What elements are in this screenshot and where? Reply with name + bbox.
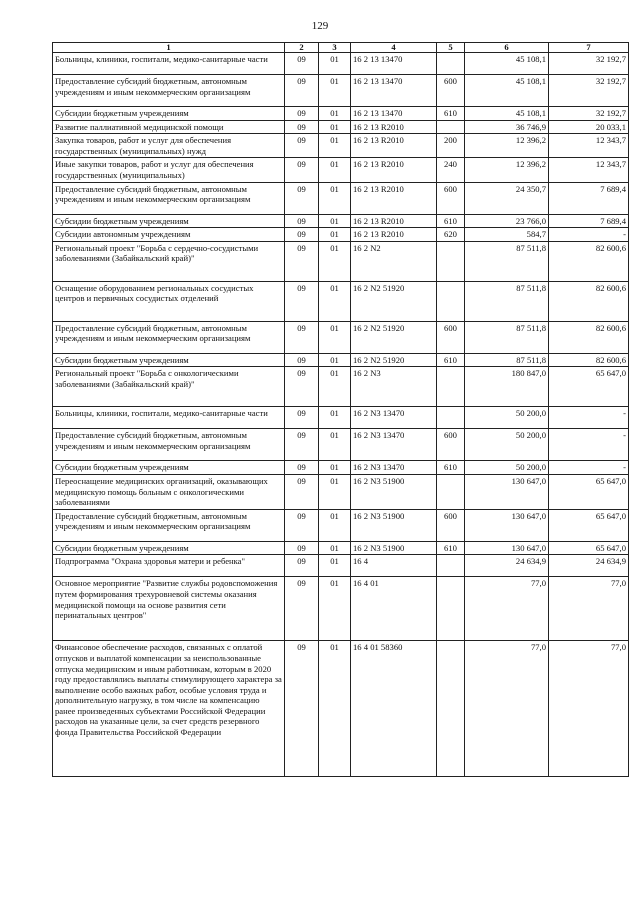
expense-type-cell: 600 [437, 182, 465, 214]
subsection-code-cell: 01 [319, 474, 351, 509]
table-row [53, 134, 629, 158]
table-row [53, 353, 629, 367]
amount-col7-cell: 65 647,0 [549, 509, 629, 541]
subsection-code-cell: 01 [319, 509, 351, 541]
expense-type-cell [437, 577, 465, 641]
target-article-cell: 16 2 N3 51900 [351, 541, 437, 555]
section-code-cell: 09 [285, 353, 319, 367]
amount-col6-cell: 77,0 [465, 641, 549, 777]
amount-col7-cell: 65 647,0 [549, 541, 629, 555]
row-name-cell: Больницы, клиники, госпитали, медико-санитарные части [53, 53, 285, 75]
row-name-cell: Основное мероприятие "Развитие службы родовспоможения путем формирования трехуровневой системы оказания медицинской помощи на основе развития сети перинатальных центров" [53, 577, 285, 641]
section-code-cell: 09 [285, 461, 319, 475]
target-article-cell: 16 2 N3 13470 [351, 407, 437, 429]
expense-type-cell [437, 367, 465, 407]
table-row [53, 158, 629, 182]
amount-col7-cell: 82 600,6 [549, 353, 629, 367]
subsection-code-cell: 01 [319, 577, 351, 641]
target-article-cell: 16 2 13 R2010 [351, 134, 437, 158]
amount-col7-cell: 7 689,4 [549, 214, 629, 228]
subsection-code-cell: 01 [319, 158, 351, 182]
amount-col6-cell: 23 766,0 [465, 214, 549, 228]
expense-type-cell: 610 [437, 107, 465, 121]
amount-col6-cell: 77,0 [465, 577, 549, 641]
section-code-cell: 09 [285, 241, 319, 281]
expense-type-cell [437, 53, 465, 75]
subsection-code-cell: 01 [319, 353, 351, 367]
target-article-cell: 16 2 N3 51900 [351, 474, 437, 509]
row-name-cell: Субсидии бюджетным учреждениям [53, 107, 285, 121]
section-code-cell: 09 [285, 321, 319, 353]
subsection-code-cell: 01 [319, 228, 351, 242]
table-row [53, 641, 629, 777]
amount-col7-cell: 20 033,1 [549, 120, 629, 134]
table-row [53, 75, 629, 107]
subsection-code-cell: 01 [319, 241, 351, 281]
page-number: 129 [311, 20, 329, 32]
expense-type-cell [437, 407, 465, 429]
amount-col7-cell: - [549, 228, 629, 242]
section-code-cell: 09 [285, 107, 319, 121]
target-article-cell: 16 2 N2 51920 [351, 281, 437, 321]
amount-col7-cell: - [549, 407, 629, 429]
expense-type-cell [437, 555, 465, 577]
amount-col7-cell: 82 600,6 [549, 321, 629, 353]
amount-col7-cell: - [549, 429, 629, 461]
row-name-cell: Предоставление субсидий бюджетным, автономным учреждениям и иным некоммерческим организациям [53, 429, 285, 461]
target-article-cell: 16 4 01 58360 [351, 641, 437, 777]
column-header: 3 [319, 43, 351, 53]
expense-type-cell [437, 474, 465, 509]
expense-type-cell: 600 [437, 75, 465, 107]
target-article-cell: 16 2 N3 13470 [351, 461, 437, 475]
table-row [53, 541, 629, 555]
expense-type-cell: 240 [437, 158, 465, 182]
subsection-code-cell: 01 [319, 321, 351, 353]
column-header: 7 [549, 43, 629, 53]
subsection-code-cell: 01 [319, 53, 351, 75]
section-code-cell: 09 [285, 120, 319, 134]
amount-col7-cell: 32 192,7 [549, 75, 629, 107]
expense-type-cell: 610 [437, 214, 465, 228]
row-name-cell: Больницы, клиники, госпитали, медико-санитарные части [53, 407, 285, 429]
row-name-cell: Субсидии бюджетным учреждениям [53, 353, 285, 367]
amount-col6-cell: 130 647,0 [465, 509, 549, 541]
table-row [53, 555, 629, 577]
amount-col6-cell: 12 396,2 [465, 134, 549, 158]
table-body [53, 53, 629, 777]
section-code-cell: 09 [285, 555, 319, 577]
row-name-cell: Предоставление субсидий бюджетным, автономным учреждениям и иным некоммерческим организациям [53, 182, 285, 214]
section-code-cell: 09 [285, 509, 319, 541]
target-article-cell: 16 2 13 R2010 [351, 228, 437, 242]
table-row [53, 577, 629, 641]
column-header: 4 [351, 43, 437, 53]
row-name-cell: Оснащение оборудованием региональных сосудистых центров и первичных сосудистых отделений [53, 281, 285, 321]
table-row [53, 214, 629, 228]
table-row [53, 407, 629, 429]
section-code-cell: 09 [285, 577, 319, 641]
target-article-cell: 16 2 13 R2010 [351, 182, 437, 214]
table-row [53, 429, 629, 461]
target-article-cell: 16 2 13 13470 [351, 53, 437, 75]
expense-type-cell: 610 [437, 353, 465, 367]
amount-col6-cell: 130 647,0 [465, 541, 549, 555]
subsection-code-cell: 01 [319, 281, 351, 321]
expense-type-cell [437, 641, 465, 777]
amount-col7-cell: 32 192,7 [549, 53, 629, 75]
amount-col6-cell: 50 200,0 [465, 429, 549, 461]
expense-type-cell [437, 241, 465, 281]
subsection-code-cell: 01 [319, 367, 351, 407]
amount-col6-cell: 130 647,0 [465, 474, 549, 509]
row-name-cell: Закупка товаров, работ и услуг для обеспечения государственных (муниципальных) нужд [53, 134, 285, 158]
amount-col7-cell: 65 647,0 [549, 474, 629, 509]
subsection-code-cell: 01 [319, 75, 351, 107]
section-code-cell: 09 [285, 182, 319, 214]
amount-col6-cell: 36 746,9 [465, 120, 549, 134]
amount-col6-cell: 87 511,8 [465, 321, 549, 353]
subsection-code-cell: 01 [319, 461, 351, 475]
row-name-cell: Субсидии автономным учреждениям [53, 228, 285, 242]
target-article-cell: 16 2 N3 [351, 367, 437, 407]
expense-type-cell: 620 [437, 228, 465, 242]
row-name-cell: Финансовое обеспечение расходов, связанных с оплатой отпусков и выплатой компенсации за неиспользованные отпуска медицинским и иным работникам, которым в 2020 году предоставлялись выплаты стимулирующего характера за выполнение особо важных работ, особые условия труда и дополнительную нагрузку, в том числе на компенсацию ранее произведенных субъектами Российской Федерации расходов на указанные цели, за счет средств резервного фонда Правительства Российской Федерации [53, 641, 285, 777]
table-row [53, 474, 629, 509]
table-row [53, 461, 629, 475]
section-code-cell: 09 [285, 75, 319, 107]
column-header: 5 [437, 43, 465, 53]
expense-type-cell: 600 [437, 429, 465, 461]
amount-col7-cell: 12 343,7 [549, 158, 629, 182]
row-name-cell: Подпрограмма "Охрана здоровья матери и ребенка" [53, 555, 285, 577]
target-article-cell: 16 2 13 R2010 [351, 214, 437, 228]
amount-col7-cell: 32 192,7 [549, 107, 629, 121]
target-article-cell: 16 2 N2 51920 [351, 321, 437, 353]
target-article-cell: 16 2 13 R2010 [351, 158, 437, 182]
budget-table [52, 42, 629, 777]
subsection-code-cell: 01 [319, 555, 351, 577]
amount-col7-cell: 82 600,6 [549, 241, 629, 281]
table-row [53, 107, 629, 121]
amount-col7-cell: 77,0 [549, 641, 629, 777]
column-header: 6 [465, 43, 549, 53]
amount-col6-cell: 180 847,0 [465, 367, 549, 407]
amount-col7-cell: 12 343,7 [549, 134, 629, 158]
column-header: 1 [53, 43, 285, 53]
table-row [53, 509, 629, 541]
subsection-code-cell: 01 [319, 214, 351, 228]
amount-col7-cell: 77,0 [549, 577, 629, 641]
table-row [53, 120, 629, 134]
target-article-cell: 16 2 13 R2010 [351, 120, 437, 134]
table-row [53, 281, 629, 321]
subsection-code-cell: 01 [319, 134, 351, 158]
row-name-cell: Иные закупки товаров, работ и услуг для обеспечения государственных (муниципальных) [53, 158, 285, 182]
section-code-cell: 09 [285, 429, 319, 461]
expense-type-cell [437, 120, 465, 134]
subsection-code-cell: 01 [319, 641, 351, 777]
amount-col6-cell: 584,7 [465, 228, 549, 242]
subsection-code-cell: 01 [319, 182, 351, 214]
header-row [53, 43, 629, 53]
table-row [53, 53, 629, 75]
table-row [53, 182, 629, 214]
target-article-cell: 16 2 N2 51920 [351, 353, 437, 367]
target-article-cell: 16 2 13 13470 [351, 75, 437, 107]
table-row [53, 228, 629, 242]
amount-col6-cell: 24 634,9 [465, 555, 549, 577]
row-name-cell: Предоставление субсидий бюджетным, автономным учреждениям и иным некоммерческим организациям [53, 509, 285, 541]
expense-type-cell: 610 [437, 541, 465, 555]
table-row [53, 367, 629, 407]
amount-col7-cell: - [549, 461, 629, 475]
amount-col7-cell: 65 647,0 [549, 367, 629, 407]
subsection-code-cell: 01 [319, 120, 351, 134]
section-code-cell: 09 [285, 281, 319, 321]
row-name-cell: Региональный проект "Борьба с сердечно-сосудистыми заболеваниями (Забайкальский край)" [53, 241, 285, 281]
amount-col6-cell: 87 511,8 [465, 353, 549, 367]
amount-col6-cell: 50 200,0 [465, 461, 549, 475]
target-article-cell: 16 2 N2 [351, 241, 437, 281]
amount-col6-cell: 45 108,1 [465, 75, 549, 107]
expense-type-cell: 600 [437, 509, 465, 541]
section-code-cell: 09 [285, 541, 319, 555]
amount-col7-cell: 82 600,6 [549, 281, 629, 321]
section-code-cell: 09 [285, 228, 319, 242]
section-code-cell: 09 [285, 158, 319, 182]
amount-col6-cell: 87 511,8 [465, 241, 549, 281]
expense-type-cell: 610 [437, 461, 465, 475]
target-article-cell: 16 2 N3 13470 [351, 429, 437, 461]
amount-col7-cell: 24 634,9 [549, 555, 629, 577]
row-name-cell: Переоснащение медицинских организаций, оказывающих медицинскую помощь больным с онкологическими заболеваниями [53, 474, 285, 509]
row-name-cell: Субсидии бюджетным учреждениям [53, 541, 285, 555]
section-code-cell: 09 [285, 53, 319, 75]
amount-col6-cell: 24 350,7 [465, 182, 549, 214]
expense-type-cell: 200 [437, 134, 465, 158]
subsection-code-cell: 01 [319, 407, 351, 429]
target-article-cell: 16 2 13 13470 [351, 107, 437, 121]
table-row [53, 321, 629, 353]
section-code-cell: 09 [285, 134, 319, 158]
row-name-cell: Развитие паллиативной медицинской помощи [53, 120, 285, 134]
target-article-cell: 16 2 N3 51900 [351, 509, 437, 541]
row-name-cell: Предоставление субсидий бюджетным, автономным учреждениям и иным некоммерческим организациям [53, 321, 285, 353]
column-header: 2 [285, 43, 319, 53]
subsection-code-cell: 01 [319, 429, 351, 461]
section-code-cell: 09 [285, 214, 319, 228]
target-article-cell: 16 4 [351, 555, 437, 577]
amount-col7-cell: 7 689,4 [549, 182, 629, 214]
section-code-cell: 09 [285, 474, 319, 509]
subsection-code-cell: 01 [319, 107, 351, 121]
amount-col6-cell: 45 108,1 [465, 53, 549, 75]
row-name-cell: Предоставление субсидий бюджетным, автономным учреждениям и иным некоммерческим организациям [53, 75, 285, 107]
amount-col6-cell: 12 396,2 [465, 158, 549, 182]
amount-col6-cell: 50 200,0 [465, 407, 549, 429]
amount-col6-cell: 87 511,8 [465, 281, 549, 321]
section-code-cell: 09 [285, 407, 319, 429]
row-name-cell: Региональный проект "Борьба с онкологическими заболеваниями (Забайкальский край)" [53, 367, 285, 407]
row-name-cell: Субсидии бюджетным учреждениям [53, 461, 285, 475]
subsection-code-cell: 01 [319, 541, 351, 555]
expense-type-cell [437, 281, 465, 321]
target-article-cell: 16 4 01 [351, 577, 437, 641]
section-code-cell: 09 [285, 641, 319, 777]
amount-col6-cell: 45 108,1 [465, 107, 549, 121]
table-row [53, 241, 629, 281]
row-name-cell: Субсидии бюджетным учреждениям [53, 214, 285, 228]
expense-type-cell: 600 [437, 321, 465, 353]
section-code-cell: 09 [285, 367, 319, 407]
